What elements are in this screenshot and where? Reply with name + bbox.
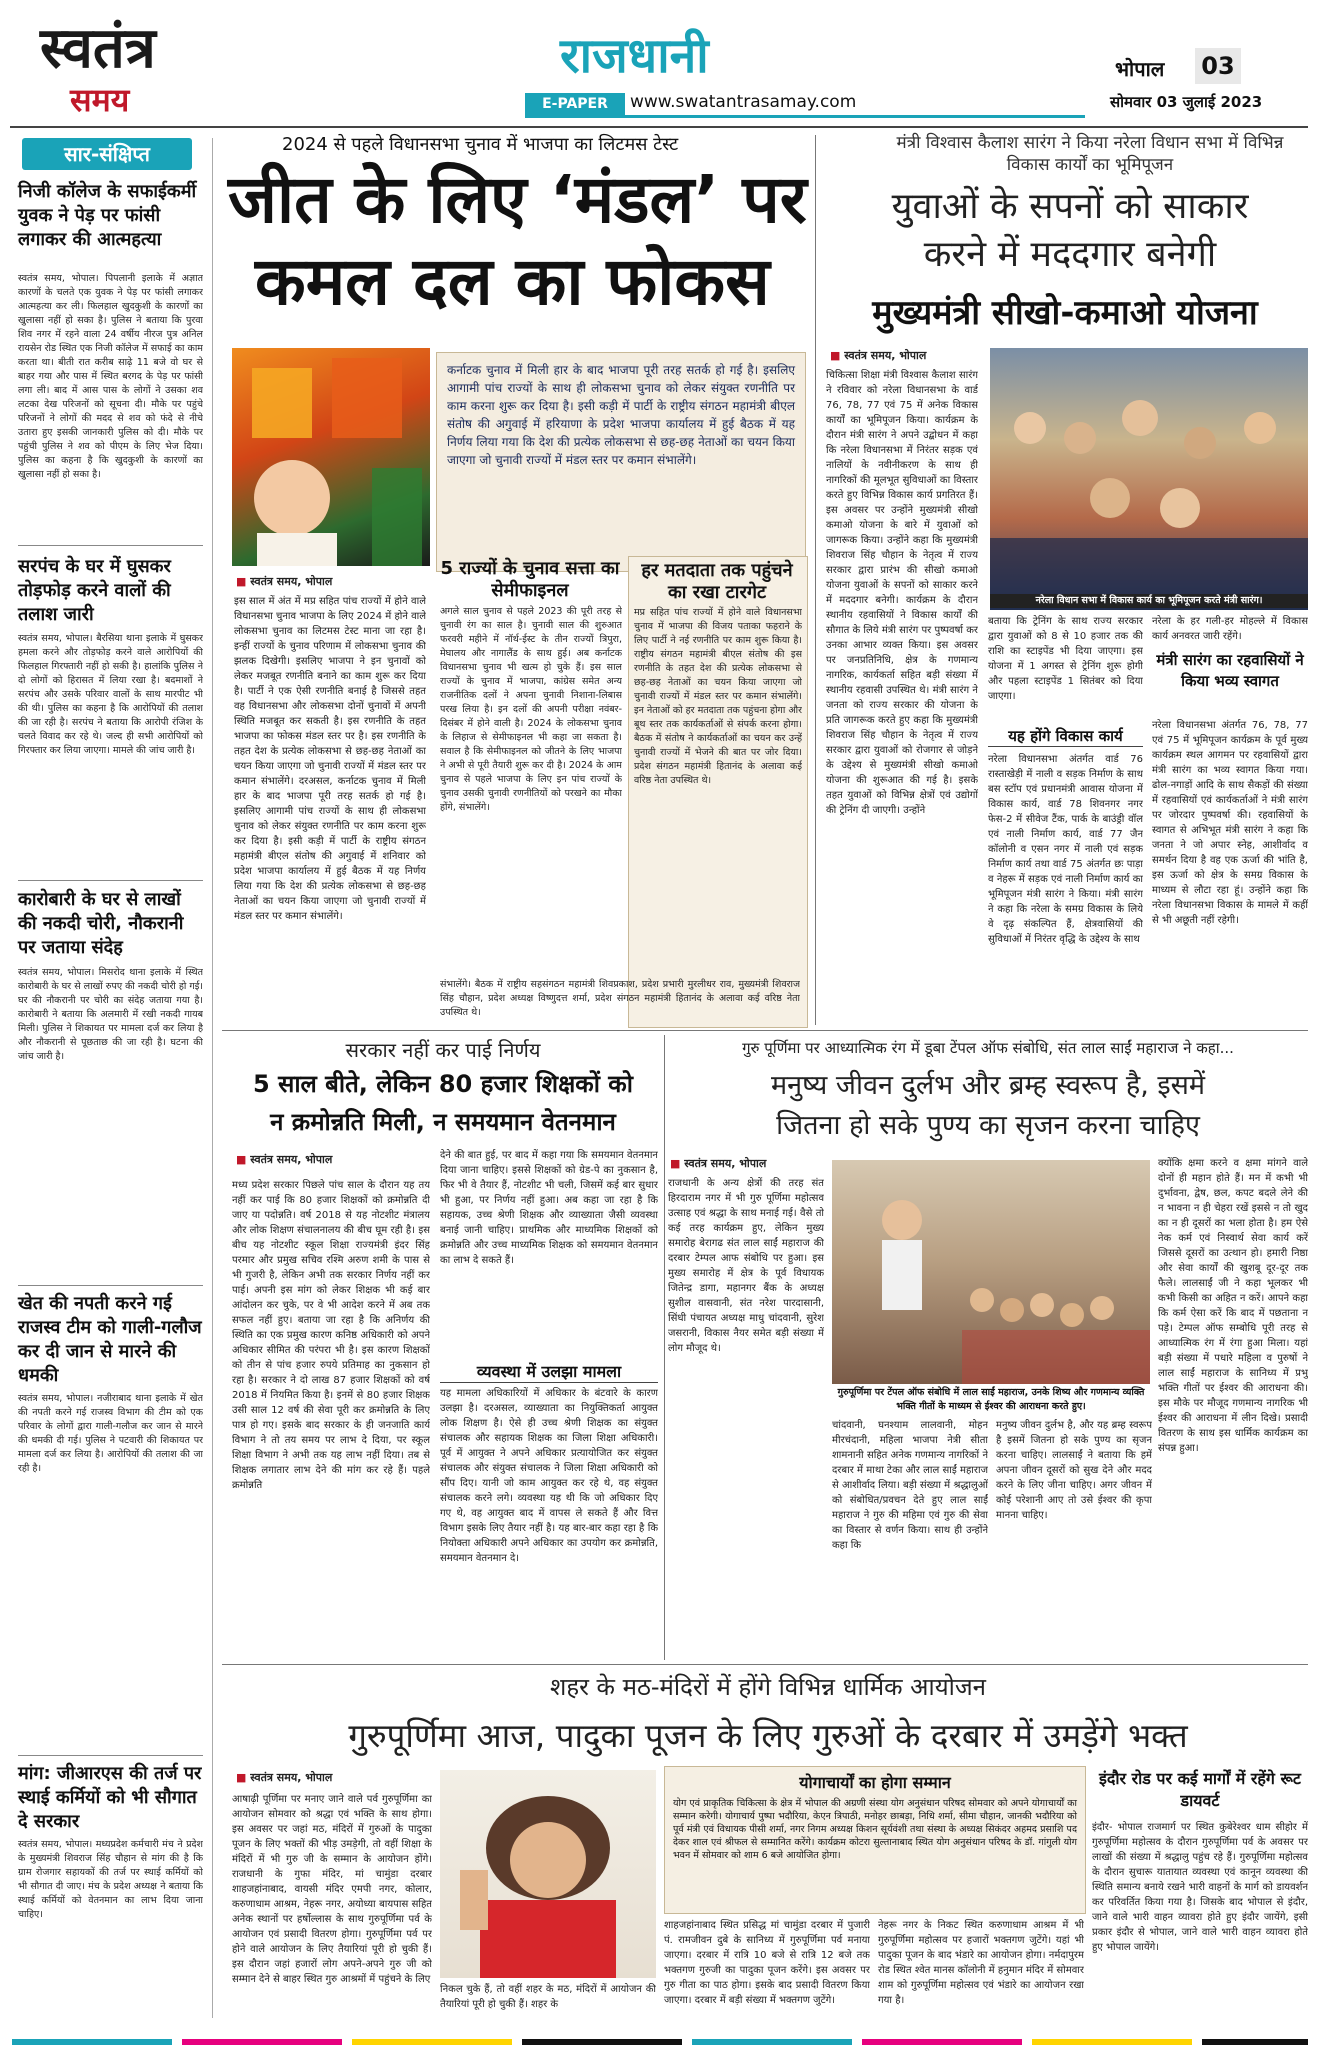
bjp-flag-photo <box>232 348 430 566</box>
story2-subhead: मंत्री सारंग का रहवासियों ने किया भव्य स्वागत <box>1156 651 1304 690</box>
story1-intro-box <box>436 352 806 572</box>
sidebar-tag: सार-संक्षिप्त <box>22 138 192 170</box>
story4-byline: ■ स्वतंत्र समय, भोपाल <box>670 1156 766 1171</box>
sidebar-headline: कारोबारी के घर से लाखों की नकदी चोरी, नौकरानी पर जताया संदेह <box>18 889 184 958</box>
story4-kicker: गुरु पूर्णिमा पर आध्यात्मिक रंग में डूबा टेंपल ऑफ संबोधि, संत लाल साईं महाराज ने कहा... <box>742 1039 1234 1057</box>
edition-date: सोमवार 03 जुलाई 2023 <box>1110 93 1263 111</box>
story3-col3: यह मामला अधिकारियों में अधिकार के बंटवारे के कारण उलझा है। दरअसल, व्याख्याता का नियुक्तिकर्ता आयुक्त लोक शिक्षण है। ऐसे ही उच्च श्रेणी शिक्षक का संयुक्त संचालक और सहायक शिक्षक का जिला शिक्षा अधिकारी। पूर्व में आयुक्त ने अपने अधिकार प्रत्यायोजित कर संयुक्त संचालक और संयुक्त संचालक ने जिला शिक्षा अधिकारी को सौंप दिए। यानी जो काम आयुक्त कर रहे थे, वह संयुक्त संचालक करने लगे। व्यवस्था यह थी कि जो अधिकार दिए गए थे, वह आयुक्त बाद में वापस ले सकते हैं और वित्त विभाग इसके लिए तैयार नहीं है। यह बार-बार कहा रहा है कि नियोक्ता अधिकारी अपने अधिकार का उपयोग कर क्रमोन्नति, समयमान वेतनमान दे। <box>440 1388 658 1564</box>
story1-byline: ■ स्वतंत्र समय, भोपाल <box>236 574 332 589</box>
story3-subhead: व्यवस्था में उलझा मामला <box>440 1360 658 1383</box>
sidebar-body: स्वतंत्र समय, भोपाल। नजीराबाद थाना इलाके में खेत की नपती करने गई राजस्व विभाग की टीम को एक परिवार के लोगों द्वारा गाली-गलौज कर जान से मारने की धमकी दी गई। पुलिस ने पटवारी की शिकायत पर मामला दर्ज कर लिया है। आरोपियों की तलाश की जा रही है। <box>18 1393 203 1474</box>
story2-headline: युवाओं के सपनों को साकार <box>891 186 1249 227</box>
story3-col2: देने की बात हुई, पर बाद में कहा गया कि समयमान वेतनमान दिया जाना चाहिए। इससे शिक्षकों को ग्रेड-पे का नुकसान है, फिर भी वे तैयार हैं, नोटशीट भी चली, जिसमें कई बार सुधार भी हुआ, पर निर्णय नहीं हुआ। अब कहा जा रहा है कि सहायक, उच्च श्रेणी शिक्षक और व्याख्याता जैसी व्यवस्था बनाई जानी चाहिए। प्राथमिक और माध्यमिक शिक्षकों को क्रमोन्नति और उच्च माध्यमिक शिक्षक को समयमान वेतनमान का लाभ दे सकते हैं। <box>440 1150 658 1266</box>
story5-col5: इंदौर- भोपाल राजमार्ग पर स्थित कुबेरेश्वर धाम सीहोर में गुरुपूर्णिमा महोत्सव के दौरान गुरुपूर्णिमा पर्व के अवसर पर लाखों की संख्या में श्रद्धालु पहुंच रहे हैं। गुरुपूर्णिमा महोत्सव के दौरान सुचारू यातायात व्यवस्था एवं कानून व्यवस्था की स्थिति समान्य बनाये रखने भारी वाहनों के मार्ग को डायवर्शन कर परिवर्तित किया गया है। जिसके बाद भोपाल से इंदौर, जाने वाले भारी वाहन व्यावरा होते हुए इंदौर जायेंगे, इसी प्रकार इंदौर से भोपाल, जाने वाले भारी वाहन व्यावरा होते हुए भोपाल जायेंगे। <box>1092 1822 1308 1953</box>
story1-col3: मप्र सहित पांच राज्यों में होने वाले विधानसभा चुनाव में भाजपा की विजय पताका फहराने के लिए पार्टी ने नई रणनीति पर काम शुरू किया है। राष्ट्रीय संगठन महामंत्री बीएल संतोष की इस रणनीति के तहत देश की प्रत्येक लोकसभा से छह-छह नेताओं का चयन किया जाएगा जो चुनावी राज्यों में मंडल स्तर पर कमान संभालेंगे। इन नेताओं को हर मतदाता तक पहुंचना होगा और बूथ स्तर तक कार्यकर्ताओं से संपर्क करना होगा। बैठक में संतोष ने कार्यकर्ताओं का चयन कर उन्हें चुनावी राज्यों में भेजने की बात पर जोर दिया। प्रदेश संगठन महामंत्री हितानंद के अलावा कई वरिष्ठ नेता उपस्थित थे। <box>634 607 802 786</box>
header-rule <box>525 115 1085 118</box>
story4-headline: जितना हो सके पुण्य का सृजन करना चाहिए <box>776 1110 1200 1141</box>
sidebar-body: स्वतंत्र समय, भोपाल। पिपलानी इलाके में अज्ञात कारणों के चलते एक युवक ने पेड़ पर फांसी लगाकर आत्महत्या कर ली। फिलहाल खुदकुशी के कारणों का खुलासा नहीं हो सका है। पुलिस ने बताया कि पुरवा शिव नगर में रहने वाला 24 वर्षीय नीरज पुत्र अनिल रायसेन रोड स्थित एक निजी कॉलेज में सफाई का काम करता था। बीती रात करीब साढ़े 11 बजे वो घर से बाहर गया और पास में स्थित बरगद के पेड़ पर फांसी लगा ली। बाद में आस पास के लोगों ने उसका शव लटका देख परिजनों को सूचना दी। मौके पर पहुंचे परिजनों ने लोगों की मदद से शव को फंदे से नीचे उतारा हुए इसकी जानकारी पुलिस को दी। मौके पर पहुंची पुलिस ने शव को पीएम के लिए भेज दिया। पुलिस का कहना है कि खुदकुशी के कारणों का खुलासा नहीं हो सका है। <box>18 273 203 480</box>
story4-col3: मनुष्य जीवन दुर्लभ है, और यह ब्रम्ह स्वरूप है इसमें जितना हो सके पुण्य का सृजन करना चाहिए। लालसाईं ने बताया कि हमें अपना जीवन दूसरों को सुख देने और मदद करने के लिए जीना चाहिए। अगर जीवन में कोई परेशानी आए तो उसे ईश्वर की कृपा मानना चाहिए। <box>996 1420 1152 1521</box>
story2-col4: नरेला के हर गली-हर मोहल्ले में विकास कार्य अनवरत जारी रहेंगे। <box>1152 616 1308 642</box>
edition-city: भोपाल <box>1115 57 1165 81</box>
story2-headline: मुख्यमंत्री सीखो-कमाओ योजना <box>872 293 1258 333</box>
story5-box-text: योग एवं प्राकृतिक चिकित्सा के क्षेत्र में भोपाल की अग्रणी संस्था योग अनुसंधान परिषद सोमवार को अपने योगाचार्यों का सम्मान करेगी। योगाचार्य पुष्पा भदौरिया, केएन त्रिपाठी, मनोहर छाबड़ा, निधि शर्मा, सीमा चौहान, जानकी भदौरिया को पूर्व मंत्री एवं विधायक पीसी शर्मा, नगर निगम अध्यक्ष किशन सूर्यवंशी तथा संस्था के अध्यक्ष सिकंदर अहमद प्रसाशि पद देकर शाल एवं श्रीफल से सम्मानित करेंगे। कार्यक्रम कोटरा सुल्तानाबाद स्थित योग अनुसंधान परिषद के डॉ. गांगुली योग भवन में सोमवार को शाम 6 बजे आयोजित होगा। <box>673 1798 1077 1861</box>
sidebar-body: स्वतंत्र समय, भोपाल। मध्यप्रदेश कर्मचारी मंच ने प्रदेश के मुख्यमंत्री शिवराज सिंह चौहान से मांग की है कि ग्राम रोजगार सहायकों की तर्ज पर स्थाई कर्मियों को भी सौगात दी जाए। मंच के प्रदेश अध्यक्ष ने बताया कि स्थाई कर्मियों को वेतनमान का लाभ दिया जाना चाहिए। <box>18 1839 203 1920</box>
story2-caption: नरेला विधान सभा में विकास कार्य का भूमिपूजन करते मंत्री सारंग। <box>990 594 1308 608</box>
story1-col1: इस साल में अंत में मप्र सहित पांच राज्यों में होने वाले विधानसभा चुनाव भाजपा के लिए 2024 में होने वाले लोकसभा चुनाव का लिटमस टेस्ट माना जा रहा है। इन्हीं राज्यों के चुनाव परिणाम में लोकसभा चुनाव की झलक दिखेगी। इसलिए भाजपा ने इन चुनावों को लेकर मजबूत रणनीति बनाने का काम शुरू कर दिया है। पार्टी ने एक ऐसी रणनीति बनाई है जिससे तहत वह विधानसभा और लोकसभा दोनों चुनावों में अपनी स्थिति मजबूत कर सकती है। इस रणनीति के तहत भाजपा का फोकस मंडल स्तर पर है। इस रणनीति के तहत देश के प्रत्येक लोकसभा से छह-छह नेताओं का चयन किया जाएगा जो चुनावी राज्यों में मंडल स्तर पर कमान संभालेंगे। दरअसल, कर्नाटक चुनाव में मिली हार के बाद भाजपा पूरी तरह सतर्क हो गई है। इसलिए आगामी पांच राज्यों के साथ ही लोकसभा चुनाव को लेकर संयुक्त रणनीति पर काम करना शुरू कर दिया है। इसी कड़ी में पार्टी के राष्ट्रीय संगठन महामंत्री बीएल संतोष की अगुवाई में शनिवार को प्रदेश भाजपा कार्यालय में हुई बैठक में यह निर्णय लिया गया कि देश की प्रत्येक लोकसभा से छह-छह नेताओं का चयन किया जाएगा जो चुनावी राज्यों में मंडल स्तर पर कमान संभालेंगे। <box>234 596 426 922</box>
column-divider <box>815 135 816 1025</box>
story2-col5: नरेला विधानसभा अंतर्गत 76, 78, 77 एवं 75 में भूमिपूजन कार्यक्रम के पूर्व मुख्य कार्यक्रम स्थल आगमन पर रहवासियों द्वारा मंत्री सारंग का भव्य स्वागत किया गया। ढोल-नगाड़ों आदि के साथ सैकड़ों की संख्या में रहवासियों एवं कार्यकर्ताओं ने मंत्री सारंग पर जोरदार पुष्पवर्षा की। रहवासियों के स्वागत से अभिभूत मंत्री सारंग ने कहा कि जनता ने जो अपार स्नेह, आशीर्वाद व समर्थन दिया है वह एक ऊर्जा की भांति है, इस ऊर्जा को क्षेत्र के समग्र विकास के माध्यम से लौटा रहा हूं। उन्होंने कहा कि नरेला विधानसभा विकास के मामले में कहीं से भी अछूती नहीं रहेगी। <box>1152 720 1308 926</box>
story5-subhead: इंदौर रोड पर कई मार्गों में रहेंगे रूट डायवर्ट <box>1098 1769 1302 1810</box>
page-number: 03 <box>1195 48 1241 84</box>
story4-col2: चांदवानी, घनश्याम लालवानी, मोहन मीरचंदानी, महिला भाजपा नेत्री सीता शामनानी सहित अनेक गणमान्य नागरिकों ने दरबार में माथा टेका और लाल साईं महाराज से आशीर्वाद लिया। बड़ी संख्या में श्रद्धालुओं को संबोधित/प्रवचन देते हुए लाल साईं महाराज ने गुरु की महिमा एवं गुरु की सेवा का विस्तार से वर्णन किया। साथ ही उन्होंने कहा कि <box>832 1420 988 1551</box>
story5-col1: आषाढ़ी पूर्णिमा पर मनाए जाने वाले पर्व गुरुपूर्णिमा का आयोजन सोमवार को श्रद्धा एवं भक्ति के साथ होगा। इस अवसर पर जहां मठ, मंदिरों में गुरुओं के पादुका पूजन के लिए भक्तों की भीड़ उमड़ेगी, तो वहीं शिक्षा के मंदिरों में भी गुरु जी के सम्मान के आयोजन होंगे। राजधानी के गुफा मंदिर, मां चामुंडा दरबार शाहजहांनाबाद, वायसी मंदिर एमपी नगर, कोलार, करुणाधाम आश्रम, नेहरू नगर, अयोध्या बायपास सहित अनेक स्थानों पर हर्षोल्लास के साथ गुरुपूर्णिमा पर्व के आयोजन एवं प्रसादी वितरण होगा। गुरुपूर्णिमा पर्व पर होने वाले आयोजन के लिए तैयारियां पूरी हो चुकी हैं। इस दौरान जहां हजारों लोग अपने-अपने गुरु जी को सम्मान देने से बाहर स्थित गुरु आश्रमों में पहुंचने के लिए <box>232 1794 432 1985</box>
section-divider <box>222 1030 1308 1031</box>
story5-headline: गुरुपूर्णिमा आज, पादुका पूजन के लिए गुरुओं के दरबार में उमड़ेंगे भक्त <box>348 1716 1188 1755</box>
sidebar-body: स्वतंत्र समय, भोपाल। बैरसिया थाना इलाके में घुसकर हमला करने और तोड़फोड़ करने वाले आरोपियों की फिलहाल गिरफ्तारी नहीं हो सकी है। हालांकि पुलिस ने दो लोगों को हिरासत में लिया रखा है। बदमाशों ने सरपंच और उसके परिवार वालों के साथ मारपीट भी की थी। पुलिस का कहना है कि आरोपियों की तलाश की जा रही है। सरपंच ने बताया कि आरोपी रंजिश के चलते विवाद कर रहे थे। जल्द ही सभी आरोपियों को गिरफ्तार कर लिया जाएगा। मामले की जांच जारी है। <box>18 633 203 756</box>
story3-headline: 5 साल बीते, लेकिन 80 हजार शिक्षकों को <box>253 1070 633 1098</box>
sidebar-headline: खेत की नपती करने गई राजस्व टीम को गाली-गलौज कर दी जान से मारने की धमकी <box>18 1293 202 1386</box>
column-divider <box>664 1035 665 1660</box>
story2-byline: ■ स्वतंत्र समय, भोपाल <box>830 348 926 363</box>
saint-portrait <box>440 1770 656 1978</box>
section-divider <box>222 1664 1308 1665</box>
masthead-logo: स्वतंत्र <box>40 15 156 81</box>
story1-headline: कमल दल का फोकस <box>255 243 770 320</box>
story5-kicker: शहर के मठ-मंदिरों में होंगे विभिन्न धार्मिक आयोजन <box>550 1673 986 1701</box>
footer-stripes <box>12 2039 1308 2045</box>
story2-kicker: मंत्री विश्वास कैलाश सारंग ने किया नरेला विधान सभा में विभिन्न विकास कार्यों का भूमिपूजन <box>896 133 1284 175</box>
story4-col4: क्योंकि क्षमा करने व क्षमा मांगने वाले दोनों ही महान होते हैं। मन में कभी भी दुर्भावना, द्वेष, छल, कपट बदले लेने की न भावना न ही चेहरा रखें इससे न तो खुद का न ही दूसरों का भला होता है। हम ऐसे नेक कर्म एवं निस्वार्थ सेवा कार्य करें जिससे दूसरों का उत्थान हो। हमारी निष्ठा और सेवा कार्यों की खुशबू दूर-दूर तक फैले। लालसाईं जी ने कहा भूलकर भी कभी किसी का अहित न करें। आपने कहा कि कर्म ऐसा करें कि बाद में पछताना न पड़े। टेम्पल ऑफ सम्बोधि पूरी तरह से आध्यात्मिक रंग में रंगा हुआ मिला। यहां बड़ी संख्या में पधारे महिला व पुरुषों ने लाल साईं महाराज के सानिध्य में प्रभु भक्ति गीतों पर ईश्वर की आराधना की। इस मौके पर मौजूद गणमान्य नागरिक भी ईश्वर की आराधना में लीन दिखे। प्रसादी वितरण के साथ इस धार्मिक कार्यक्रम का संपन्न हुआ। <box>1158 1158 1308 1454</box>
sidebar-headline: मांग: जीआरएस की तर्ज पर स्थाई कर्मियों को भी सौगात दे सरकार <box>18 1763 202 1832</box>
story5-photo <box>440 1770 656 1978</box>
story5-col2: निकल चुके हैं, तो वहीं शहर के मठ, मंदिरों में आयोजन की तैयारियां पूरी हो चुकी हैं। शहर के <box>440 1984 656 2010</box>
sidebar-divider <box>18 1285 203 1286</box>
story1-photo <box>232 348 430 566</box>
story2-col1: चिकित्सा शिक्षा मंत्री विश्वास कैलाश सारंग ने रविवार को नरेला विधानसभा के वार्ड 76, 78, 77 एवं 75 में अनेक विकास कार्यों का भूमिपूजन किया। कार्यक्रम के दौरान मंत्री सारंग ने अपने उद्बोधन में कहा कि नरेला विधानसभा में निरंतर सड़क एवं नालियों के नवीनीकरण के साथ ही नागरिकों की मूलभूत सुविधाओं का विस्तार करते हुए विभिन्न विकास कार्य प्रगतिरत हैं। इस अवसर पर उन्होंने मुख्यमंत्री सीखो कमाओ योजना के बारे में युवाओं को जागरूक किया। उन्होंने कहा कि मुख्यमंत्री शिवराज सिंह चौहान के नेतृत्व में राज्य सरकार द्वारा प्रारंभ की सीखो कमाओ योजना युवाओं के सपनों को साकार करने में मददगार बनेगी। कार्यक्रम के दौरान स्थानीय रहवासियों ने विकास कार्यों की सौगात के लिये मंत्री सारंग पर पुष्पवर्षा कर उनका आभार व्यक्त किया। इस अवसर पर जनप्रतिनिधि, क्षेत्र के गणमान्य नागरिक, कार्यकर्ता सहित बड़ी संख्या में स्थानीय रहवासी उपस्थित थे। मंत्री सारंग ने जनता को राज्य सरकार की योजना के प्रति जागरूक करते हुए कहा कि मुख्यमंत्री शिवराज सिंह चौहान के नेतृत्व में राज्य सरकार द्वारा युवाओं को रोजगार से जोड़ने के उद्देश्य से मुख्यमंत्री सीखो कमाओ योजना की शुरूआत की गई है। इसके तहत युवाओं को विभिन्न क्षेत्रों एवं उद्योगों की ट्रेनिंग दी जाएगी। उन्होंने <box>826 370 978 816</box>
sidebar-divider <box>18 880 203 881</box>
masthead-divider <box>10 126 1308 128</box>
story4-photo <box>832 1160 1150 1384</box>
story4-caption: गुरुपूर्णिमा पर टेंपल ऑफ संबोधि में लाल साईं महाराज, उनके शिष्य और गणमान्य व्यक्ति भक्ति गीतों के माध्यम से ईश्वर की आराधना करते हुए। <box>832 1386 1150 1414</box>
epaper-badge: E-PAPER <box>525 93 625 115</box>
story2-headline: करने में मददगार बनेगी <box>923 234 1217 275</box>
story3-col1: मध्य प्रदेश सरकार पिछले पांच साल के दौरान यह तय नहीं कर पाई कि 80 हजार शिक्षकों को क्रमोन्नति दी जाए या पदोन्नति। वर्ष 2018 से यह नोटशीट मंत्रालय और लोक शिक्षण संचालनालय की बीच घूम रही है। इस बीच यह नोटशीट स्कूल शिक्षा राज्यमंत्री इंदर सिंह परमार और प्रमुख सचिव रश्मि अरुण शमी के पास से भी गुजरी है, लेकिन अभी तक सरकार निर्णय नहीं कर पाई। अपनी इस मांग को लेकर शिक्षक भी कई बार आंदोलन कर चुके, पर वे भी आदेश करने में अब तक सफल नहीं हुए। बताया जा रहा है कि अनिर्णय की स्थिति का एक प्रमुख कारण कनिष्ठ अधिकारी को अपने अधिकार सीमित की परंपरा भी है। इस कारण शिक्षकों को तीन से पांच हजार रुपये प्रतिमाह का नुकसान हो रहा है। सरकार ने दो लाख 87 हजार शिक्षकों को वर्ष 2018 में नियमित किया है। इनमें से 80 हजार शिक्षक उसी साल 12 वर्ष की सेवा पूरी कर क्रमोन्नति के लिए पात्र हो गए। इसके बाद सरकार के ही जनजाति कार्य विभाग ने तो तय समय पर लाभ दे दिया, पर स्कूल शिक्षा विभाग ने अभी तक यह लाभ नहीं दिया। तब से शिक्षक लगातार लाभ देने की मांग कर रहे हैं। पहले क्रमोन्नति <box>232 1180 430 1491</box>
story3-byline: ■ स्वतंत्र समय, भोपाल <box>236 1152 332 1167</box>
crowd-photo <box>990 348 1308 610</box>
story4-col1: राजधानी के अन्य क्षेत्रों की तरह संत हिरदाराम नगर में भी गुरु पूर्णिमा महोत्सव उत्साह एवं श्रद्धा के साथ मनाई गई। वैसे तो कई तरह कार्यक्रम हुए, लेकिन मुख्य समारोह बेरागढ संत लाल साईं महाराज की दरबार टेम्पल आफ संबोधि पर हुआ। इस मुख्य समारोह में क्षेत्र के पूर्व विधायक जितेन्द्र डागा, महानगर बैंक के अध्यक्ष सुशील वासवानी, संत नरेश पारदासानी, सिंधी पंचायत अध्यक्ष माधु चांदवानी, सुरेश जसरानी, विकास नैयर समेत बड़ी संख्या में लोग मौजूद थे। <box>668 1178 824 1354</box>
story1-subhead: हर मतदाता तक पहुंचने का रखा टारगेट <box>641 560 793 603</box>
story1-intro: कर्नाटक चुनाव में मिली हार के बाद भाजपा पूरी तरह सतर्क हो गई है। इसलिए आगामी पांच राज्यों के साथ ही लोकसभा चुनाव को लेकर संयुक्त रणनीति पर काम करना शुरू कर दिया है। इसी कड़ी में पार्टी के राष्ट्रीय संगठन महामंत्री बीएल संतोष की अगुवाई में हरियाणा के प्रदेश भाजपा कार्यालय में हुई बैठक में यह निर्णय लिया गया कि देश की प्रत्येक लोकसभा से छह-छह नेताओं का चयन किया जाएगा जो चुनावी राज्यों में मंडल स्तर पर कमान संभालेंगे। <box>447 363 795 467</box>
story1-kicker: 2024 से पहले विधानसभा चुनाव में भाजपा का लिटमस टेस्ट <box>282 134 679 155</box>
story5-col4: नेहरू नगर के निकट स्थित करुणाधाम आश्रम में भी गुरुपूर्णिमा महोत्सव पर हजारों भक्तगण जुटेंगे। यहां भी पादुका पूजन के बाद भंडारे का आयोजन होगा। नर्मदापुरम रोड स्थित श्वेत मानस कॉलोनी में हनुमान मंदिर में सोमवार शाम को गुरुपूर्णिमा महोत्सव एवं भंडारे का आयोजन रखा गया है। <box>878 1920 1084 2006</box>
footer-color-bar <box>12 2030 1308 2036</box>
story5-col3: शाहजहांनाबाद स्थित प्रसिद्ध मां चामुंडा दरबार में पुजारी पं. रामजीवन दुबे के सानिध्य में गुरुपूर्णिमा पर्व मनाया जाएगा। दरबार में रात्रि 10 बजे से रात्रि 12 बजे तक भक्तगण गुरुजी का पादुका पूजन करेंगे। इस अवसर पर गुरु गीता का पाठ होगा। इसके बाद प्रसादी वितरण किया जाएगा। दरबार में बड़ी संख्या में भक्तगण जुटेंगे। <box>664 1920 870 2006</box>
story1-headline: जीत के लिए ‘मंडल’ पर <box>228 161 807 238</box>
sidebar-body: स्वतंत्र समय, भोपाल। मिसरोद थाना इलाके में स्थित कारोबारी के घर से लाखों रुपए की नकदी चोरी हो गई। घर की नौकरानी पर चोरी का संदेह जताया गया है। कारोबारी ने बताया कि अलमारी में रखी नकदी गायब मिली। पुलिस ने शिकायत पर मामला दर्ज कर लिया है और नौकरानी से पूछताछ की जा रही है। घटना की जांच जारी है। <box>18 967 203 1062</box>
sidebar-divider <box>18 545 203 546</box>
masthead-logo-sub: समय <box>70 81 130 119</box>
sidebar-headline: निजी कॉलेज के सफाईकर्मी युवक ने पेड़ पर फांसी लगाकर की आत्महत्या <box>18 181 197 250</box>
gathering-photo <box>832 1160 1150 1384</box>
story2-subhead: यह होंगे विकास कार्य <box>988 726 1143 747</box>
sidebar-headline: सरपंच के घर में घुसकर तोड़फोड़ करने वालों की तलाश जारी <box>18 556 171 625</box>
story5-byline: ■ स्वतंत्र समय, भोपाल <box>236 1770 332 1785</box>
story3-kicker: सरकार नहीं कर पाई निर्णय <box>345 1038 541 1062</box>
story1-col2: अगले साल चुनाव से पहले 2023 की पूरी तरह से चुनावी रंग का साल है। चुनावी साल की शुरुआत फरवरी महीने में नॉर्थ-ईस्ट के तीन राज्यों त्रिपुरा, मेघालय और नागालैंड के साथ हुई। अब कर्नाटक विधानसभा चुनाव भी खत्म हो चुके हैं। इस साल राज्यों के चुनाव में भाजपा, कांग्रेस समेत अन्य राजनीतिक दलों ने अपना चुनावी निशाना-लिबास परख लिया है। इन दलों की अपनी परीक्षा नवंबर-दिसंबर में होने वाली है। 2024 के लोकसभा चुनाव के लिहाज से सेमीफाइनल भी कहा जा सकता है। सवाल है कि सेमीफाइनल को जीतने के लिए भाजपा ने अभी से पूरी तैयारी शुरू कर दी है। 2024 के आम चुनाव से पहले भाजपा के लिए इन पांच राज्यों के चुनाव उसकी चुनावी रणनीतियों को परखने का मौका होंगे, संभालेंगे। <box>440 606 622 813</box>
story3-headline: न क्रमोन्नति मिली, न समयमान वेतनमान <box>270 1108 616 1136</box>
sidebar-divider <box>18 1755 203 1756</box>
section-title: राजधानी <box>560 28 709 84</box>
story2-col3: नरेला विधानसभा अंतर्गत वार्ड 76 रास्ताखेड़ी में नाली व सड़क निर्माण के साथ बस स्टॉप एवं प्रधानमंत्री आवास योजना में विकास कार्य, वार्ड 78 शिवनगर नगर फेस-2 में सीवेज टैंक, पार्क के बाउंड्री वॉल एवं नाली निर्माण कार्य, वार्ड 77 जैन कॉलोनी व एसन नगर में नाली एवं सड़क निर्माण कार्य तथा वार्ड 75 अंतर्गत छः पाड़ा व नेहरू में सड़क एवं नाली निर्माण कार्य का भूमिपूजन मंत्री सारंग ने किया। मंत्री सारंग ने कहा कि नरेला के समग्र विकास के लिये वे दृढ़ संकल्पित हैं, क्षेत्रवासियों की सुविधाओं में निरंतर वृद्धि के उद्देश्य के साथ <box>988 754 1143 945</box>
story4-headline: मनुष्य जीवन दुर्लभ और ब्रम्ह स्वरूप है, इसमें <box>770 1070 1206 1101</box>
story1-col4: संभालेंगे। बैठक में राष्ट्रीय सहसंगठन महामंत्री शिवप्रकाश, प्रदेश प्रभारी मुरलीधर राव, मुख्यमंत्री शिवराज सिंह चौहान, प्रदेश अध्यक्ष विष्णुदत्त शर्मा, प्रदेश संगठन महामंत्री हितानंद के अलावा कई वरिष्ठ नेता उपस्थित थे। <box>440 979 800 1018</box>
story5-box <box>664 1766 1086 1914</box>
story2-col2: बताया कि ट्रेनिंग के साथ राज्य सरकार द्वारा युवाओं को 8 से 10 हजार तक की राशि का स्टाइपेंड भी दिया जाएगा। इस योजना में 1 अगस्त से ट्रेनिंग शुरू होगी और पहला स्टाइपेंड 1 सितंबर को दिया जाएगा। <box>988 616 1143 702</box>
site-url[interactable]: www.swatantrasamay.com <box>630 92 857 112</box>
story5-box-title: योगाचार्यों का होगा सम्मान <box>799 1773 951 1792</box>
story2-photo <box>990 348 1308 610</box>
story1-subhead: 5 राज्यों के चुनाव सत्ता का सेमीफाइनल <box>440 558 620 601</box>
